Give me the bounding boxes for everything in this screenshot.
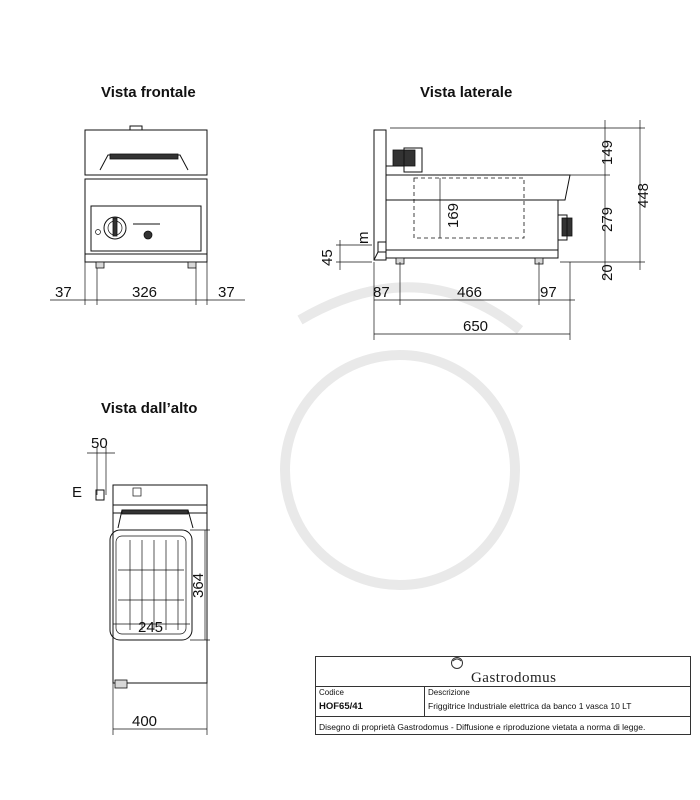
brand-logo-icon: [450, 656, 464, 670]
side-dim-87: 87: [373, 284, 390, 301]
front-view-drawing: [50, 126, 245, 305]
side-dim-466: 466: [457, 284, 483, 301]
side-dim-169: 169: [445, 202, 462, 228]
code-value: HOF65/41: [319, 701, 363, 712]
top-dim-245: 245: [138, 619, 164, 636]
title-block-brand: [316, 657, 690, 687]
side-label-m: m: [355, 231, 372, 244]
description-value: Friggitrice Industriale elettrica da banco 1 vasca 10 LT: [428, 701, 632, 711]
top-label-e: E: [72, 484, 83, 501]
description-label: Descrizione: [428, 688, 470, 697]
front-dim-right: 37: [218, 284, 235, 301]
title-block-row: [316, 687, 690, 717]
title-block: [315, 656, 691, 735]
side-dim-149: 149: [599, 139, 616, 165]
side-dim-650: 650: [463, 318, 489, 335]
side-dim-45: 45: [319, 249, 336, 266]
top-dim-364: 364: [190, 572, 207, 598]
code-cell: [316, 687, 425, 716]
front-dim-center: 326: [132, 284, 158, 301]
top-dim-50: 50: [91, 435, 108, 452]
side-dim-448: 448: [635, 182, 652, 208]
top-dim-400: 400: [132, 713, 158, 730]
side-view-title: Vista laterale: [420, 84, 513, 101]
code-label: Codice: [319, 688, 344, 697]
front-dim-left: 37: [55, 284, 72, 301]
brand-name: Gastrodomus: [470, 670, 557, 686]
side-dim-20: 20: [599, 264, 616, 281]
front-view-title: Vista frontale: [101, 84, 196, 101]
top-view-title: Vista dall’alto: [101, 400, 198, 417]
side-dim-279: 279: [599, 206, 616, 232]
side-dim-97: 97: [540, 284, 557, 301]
description-cell: [425, 687, 690, 716]
ownership-notice: Disegno di proprietà Gastrodomus - Diffusione e riproduzione vietata a norma di legge.: [319, 722, 646, 732]
